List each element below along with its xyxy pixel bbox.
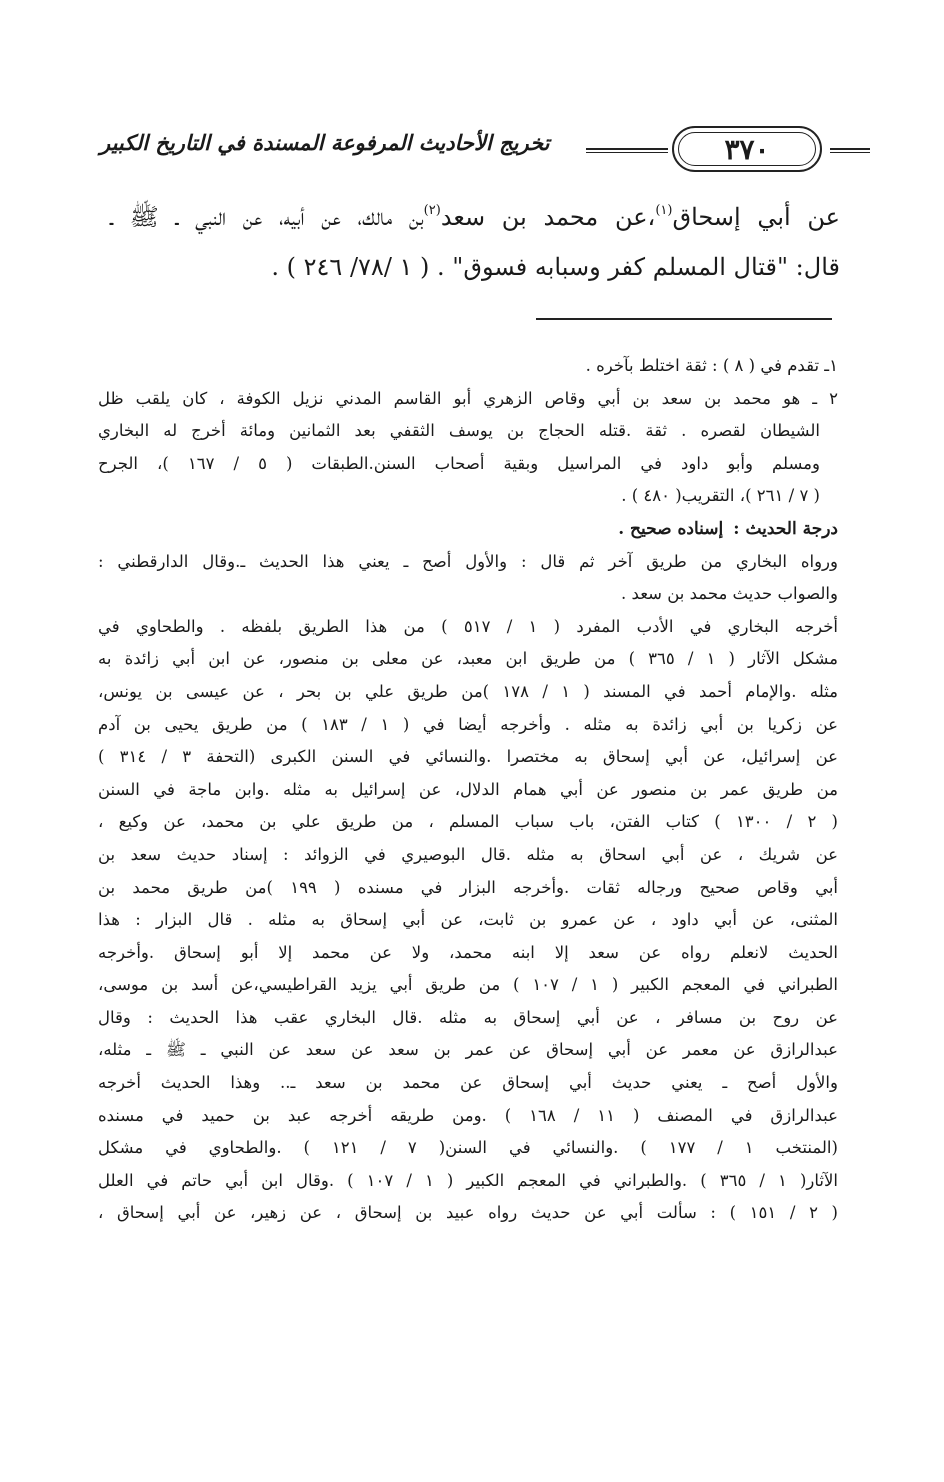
page-number-frame xyxy=(672,126,822,172)
commentary-line: ( ٢ / ١٣٠٠ ) كتاب الفتن، باب سباب المسلم ، من طريق علي بن محمد، عن وكيع ، xyxy=(98,812,838,832)
hadith-text xyxy=(110,192,840,292)
commentary-line: من طريق عمر بن منصور عن أبي همام الدلال، عن إسرائيل به مثله .وابن ماجة في السنن xyxy=(98,779,838,799)
commentary-line: والصواب حديث محمد بن سعد . xyxy=(621,584,838,604)
hadith-grade xyxy=(98,513,838,546)
hadith-text-part-1: عن أبي إسحاق xyxy=(672,203,840,231)
page-header xyxy=(100,118,840,180)
footnote-1: ١ـ تقدم في ( ٨ ) : ثقة اختلط بآخره . xyxy=(585,356,838,375)
commentary-line: المثنى، عن أبي داود ، عن عمرو بن ثابت، عن أبي إسحاق به مثله . قال البزار : هذا xyxy=(98,910,838,930)
hadith-line-1 xyxy=(110,192,840,242)
hadith-text-part-2: ،عن محمد بن سعد xyxy=(440,203,656,231)
commentary-line: مشكل الآثار ( ١ / ٣٦٥ ) من طريق ابن معبد، عن معلى بن منصور، عن ابن أبي زائدة به xyxy=(98,649,838,669)
commentary-line: الطبراني في المعجم الكبير ( ١ / ١٠٧ ) من طريق أبي يزيد القراطيسي،عن أسد بن موسى، xyxy=(98,975,838,995)
commentary-line: عن شريك ، عن أبي اسحاق به مثله .قال البوصيري في الزوائد : إسناد حديث سعد بن xyxy=(98,844,838,864)
commentary-line: مثله .والإمام أحمد في المسند ( ١ / ١٧٨ )من طريق علي بن بحر ، عن عيسى بن يونس، xyxy=(98,681,838,701)
page-number: ٣٧٠ xyxy=(724,132,770,166)
footnote-2-line: ومسلم وأبو داود في المراسيل وبقية أصحاب السنن.الطبقات ( ٥ / ١٦٧ )، الجرح xyxy=(98,453,820,473)
hadith-line-2: قال: "قتال المسلم كفر وسبابه فسوق" . ( ١ /٧٨/ ٢٤٦ ) . xyxy=(271,253,840,281)
commentary-line: أخرجه البخاري في الأدب المفرد ( ١ / ٥١٧ ) من هذا الطريق بلفظه . والطحاوي في xyxy=(98,616,838,636)
grade-label: درجة الحديث : xyxy=(733,518,838,539)
footnote-2-line: ( ٧ / ٢٦١ )، التقريب( ٤٨٠ ) . xyxy=(621,486,820,506)
footnotes xyxy=(98,350,838,1230)
commentary-line: ورواه البخاري من طريق آخر ثم قال : والأول أصح ـ يعني هذا الحديث ـ.وقال الدارقطني : xyxy=(98,551,838,571)
header-rule-left xyxy=(586,148,668,153)
commentary-line: (المنتخب ١ / ١٧٧ ) .والنسائي في السنن( ٧ / ١٢١ ) .والطحاوي في مشكل xyxy=(98,1138,838,1158)
footnote-2-line: ٢ ـ هو محمد بن سعد بن أبي وقاص الزهري أبو القاسم المدني نزيل الكوفة ، كان يلقب ظل xyxy=(98,388,838,408)
footnote-2-line: الشيطان لقصره . ثقة .قتله الحجاج بن يوسف الثقفي بعد الثمانين ومائة أخرج له البخاري xyxy=(98,421,820,441)
commentary-line: عن إسرائيل، عن أبي إسحاق به مختصرا .والنسائي في السنن الكبرى (التحفة ٣ / ٣١٤ ) xyxy=(98,747,838,767)
commentary-line: عن زكريا بن أبي زائدة به مثله . وأخرجه أيضا في ( ١ / ١٨٣ ) من طريق يحيى بن آدم xyxy=(98,714,838,734)
commentary-line: والأول أصح ـ يعني حديث أبي إسحاق عن محمد بن سعد ـ.. وهذا الحديث أخرجه xyxy=(98,1073,838,1093)
footnote-marker-1[interactable]: (١) xyxy=(655,203,673,218)
hadith-text-part-3: بن مالك، عن أبيه، عن النبي ـ ﷺ ـ xyxy=(110,203,424,231)
commentary-line: أبي وقاص صحيح ورجاله ثقات .وأخرجه البزار في مسنده ( ١٩٩ )من طريق محمد بن xyxy=(98,877,838,897)
commentary-line: عبدالرازق في المصنف ( ١١ / ١٦٨ ) .ومن طريقه أخرجه عبد بن حميد في مسنده xyxy=(98,1105,838,1125)
running-title: تخريج الأحاديث المرفوعة المسندة في التاريخ الكبير xyxy=(100,130,550,155)
header-rule-right xyxy=(830,148,870,153)
grade-value: إسناده صحيح . xyxy=(618,518,724,539)
commentary-line: الآثار( ١ / ٣٦٥ ) .والطبراني في المعجم الكبير ( ١ / ١٠٧ ) .وقال ابن أبي حاتم في العلل xyxy=(98,1170,838,1190)
commentary-line: عن روح بن مسافر ، عن أبي إسحاق به مثله .قال البخاري عقب هذا الحديث : وقال xyxy=(98,1007,838,1027)
commentary-line: ( ٢ / ١٥١ ) : سألت أبي عن حديث رواه عبيد بن إسحاق ، عن زهير، عن أبي إسحاق ، xyxy=(98,1203,838,1223)
footnote-marker-2[interactable]: (٢) xyxy=(423,203,441,218)
footnote-separator xyxy=(536,318,832,320)
commentary-line: الحديث لانعلم رواه عن سعد إلا ابنه محمد، ولا عن محمد إلا أبو إسحاق .وأخرجه xyxy=(98,942,838,962)
commentary-line: عبدالرازق عن معمر عن أبي إسحاق عن عمر بن سعد عن سعد عن النبي ـ ﷺ ـ مثله، xyxy=(98,1040,838,1060)
